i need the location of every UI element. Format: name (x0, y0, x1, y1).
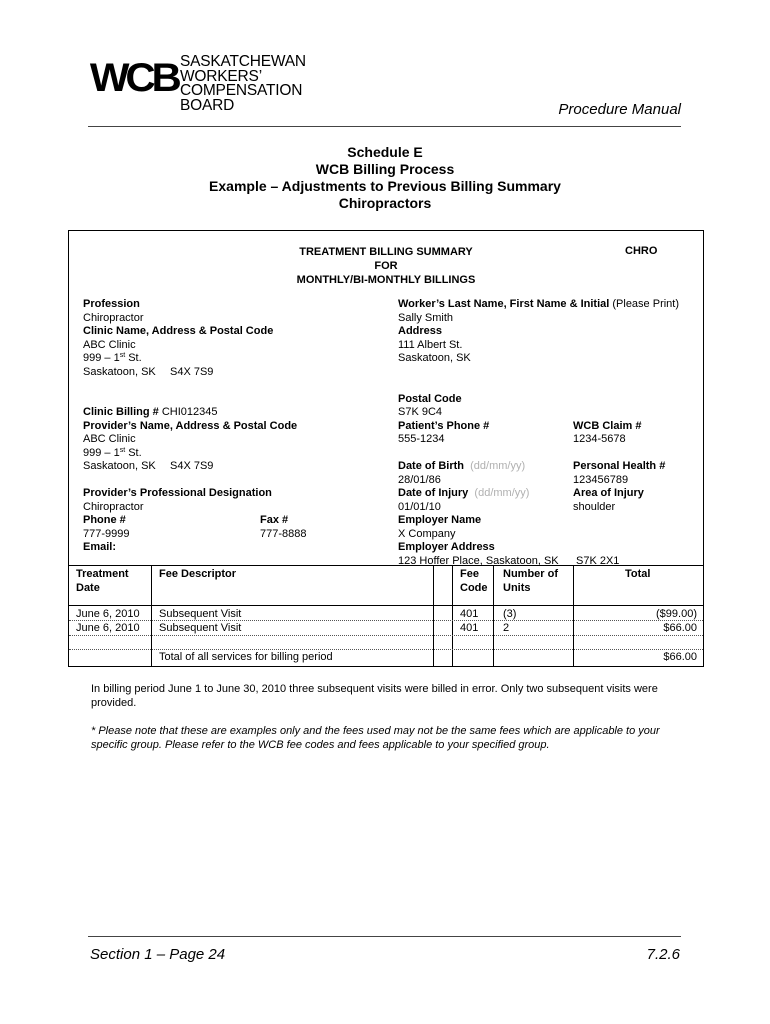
header-fee-code (460, 568, 488, 595)
worker-name-label (398, 298, 679, 312)
column-rule (493, 565, 494, 666)
header-line: Code (460, 581, 488, 594)
injury-date-label (398, 487, 529, 501)
provider-city: Saskatoon, SK (83, 460, 156, 472)
document-titles (0, 144, 770, 212)
footer-rule (88, 936, 681, 937)
provider-name: ABC Clinic (83, 433, 136, 445)
clinic-billing-label: Clinic Billing # (83, 406, 159, 418)
provider-postal: S4X 7S9 (170, 460, 214, 472)
injury-area-label: Area of Injury (573, 487, 644, 499)
column-rule (452, 565, 453, 666)
wcb-claim-value: 1234-5678 (573, 433, 626, 445)
table-row-rule (69, 649, 703, 650)
dob-format-hint: (dd/mm/yy) (470, 460, 526, 472)
clinic-street (83, 352, 142, 366)
worker-hint: (Please Print) (612, 298, 680, 310)
postal-code-label: Postal Code (398, 392, 462, 405)
dob-label (398, 460, 525, 474)
dob-label-text: Date of Birth (398, 460, 464, 472)
column-rule (151, 565, 152, 666)
street-number: 999 – 1 (83, 446, 120, 459)
column-rule (573, 565, 574, 666)
injury-date-format-hint: (dd/mm/yy) (474, 487, 530, 499)
row-fee-descriptor: Subsequent Visit (159, 622, 242, 634)
row-date: June 6, 2010 (76, 608, 140, 620)
address-label: Address (398, 325, 443, 337)
email-label: Email: (83, 541, 117, 553)
wcb-logo-mark: WCB (89, 56, 178, 100)
title-line: Schedule E (347, 144, 423, 160)
address-line-1: 111 Albert St. (398, 338, 463, 351)
dob-value: 28/01/86 (398, 473, 441, 486)
logo-line: WORKERS’ (180, 67, 262, 85)
form-heading (69, 245, 703, 287)
form-code: CHRO (625, 245, 658, 257)
clinic-city: Saskatoon, SK (83, 365, 156, 378)
logo-line: COMPENSATION (180, 82, 303, 99)
wcb-logo-text (180, 55, 306, 113)
fax-value: 777-8888 (260, 527, 307, 540)
provider-street (83, 447, 142, 461)
row-date: June 6, 2010 (76, 622, 140, 634)
phone-label: Phone # (83, 514, 126, 526)
title-line: Chiropractors (338, 195, 432, 211)
street-rest: St. (125, 446, 142, 459)
employer-address-value: 123 Hoffer Place, Saskatoon, SK (398, 554, 559, 567)
header-number-of-units (503, 568, 558, 595)
employer-address-label: Employer Address (398, 541, 495, 553)
adjustment-explanation: In billing period June 1 to June 30, 2010 three subsequent visits were billed in error. Only two subsequent visits were provided. (91, 683, 658, 709)
header-line: Number of (503, 568, 558, 580)
profession-label: Profession (83, 298, 140, 310)
injury-date-label-text: Date of Injury (398, 487, 469, 499)
logo-line: SASKATCHEWAN (180, 53, 306, 70)
designation-value: Chiropractor (83, 500, 144, 513)
clinic-label: Clinic Name, Address & Postal Code (83, 325, 274, 337)
phone-value: 777-9999 (83, 527, 130, 540)
form-heading-line: TREATMENT BILLING SUMMARY (299, 246, 473, 258)
address-line-2: Saskatoon, SK (398, 352, 471, 364)
clinic-postal: S4X 7S9 (170, 365, 214, 378)
clinic-billing-value: CHI012345 (161, 406, 218, 418)
header-fee-descriptor: Fee Descriptor (159, 568, 237, 580)
provider-label: Provider’s Name, Address & Postal Code (83, 419, 298, 432)
procedure-manual-label: Procedure Manual (558, 101, 681, 118)
header-line: Fee (460, 568, 479, 580)
employer-name-label: Employer Name (398, 514, 482, 526)
section-page-label: Section 1 – Page 24 (90, 946, 226, 963)
profession-value: Chiropractor (83, 311, 144, 324)
street-rest: St. (125, 352, 142, 364)
clinic-name: ABC Clinic (83, 338, 136, 351)
row-fee-descriptor: Subsequent Visit (159, 608, 242, 620)
worker-name-value: Sally Smith (398, 311, 454, 324)
street-suffix: st (119, 446, 126, 454)
designation-label: Provider’s Professional Designation (83, 487, 272, 499)
header-treatment-date (76, 568, 129, 595)
fax-label: Fax # (260, 514, 289, 526)
row-fee-code: 401 (460, 608, 479, 620)
header-line: Treatment (76, 568, 129, 580)
fee-disclaimer-note: * Please note that these are examples only and the fees used may not be the same fees which are applicable to your specific group. Please refer to the WCB fee codes and fees applicable to your specified group. (91, 725, 660, 751)
row-fee-code: 401 (460, 622, 479, 634)
total-value: $66.00 (663, 651, 697, 663)
row-total: ($99.00) (656, 608, 697, 620)
employer-name-value: X Company (398, 527, 456, 540)
billing-summary-form (68, 230, 704, 667)
column-rule (433, 565, 434, 666)
street-number: 999 – 1 (83, 352, 120, 364)
injury-area-value: shoulder (573, 500, 616, 513)
row-units: 2 (503, 622, 510, 634)
patient-phone-value: 555-1234 (398, 433, 445, 445)
logo-line: BOARD (180, 96, 235, 114)
employer-postal-value: S7K 2X1 (576, 554, 620, 567)
table-top-rule (69, 565, 703, 566)
row-units: (3) (503, 608, 517, 620)
injury-date-value: 01/01/10 (398, 500, 441, 513)
row-total: $66.00 (663, 622, 697, 634)
header-line: Units (503, 581, 531, 594)
table-header-rule (69, 605, 703, 606)
form-heading-line: MONTHLY/BI-MONTHLY BILLINGS (296, 274, 476, 286)
health-number-label: Personal Health # (573, 460, 666, 472)
patient-phone-label: Patient’s Phone # (398, 419, 490, 432)
header-total: Total (625, 568, 651, 580)
form-heading-line: FOR (374, 260, 398, 272)
version-label: 7.2.6 (646, 946, 680, 963)
header-line: Date (76, 581, 100, 594)
street-suffix: st (119, 352, 126, 359)
title-line: WCB Billing Process (315, 161, 455, 177)
worker-label: Worker’s Last Name, First Name & Initial (398, 298, 610, 310)
wcb-claim-label: WCB Claim # (573, 419, 642, 432)
health-number-value: 123456789 (573, 473, 629, 486)
clinic-billing (83, 406, 218, 420)
postal-code-value: S7K 9C4 (398, 406, 443, 418)
header-rule (88, 126, 681, 127)
total-label: Total of all services for billing period (159, 651, 333, 663)
title-line: Example – Adjustments to Previous Billing Summary (209, 178, 561, 194)
